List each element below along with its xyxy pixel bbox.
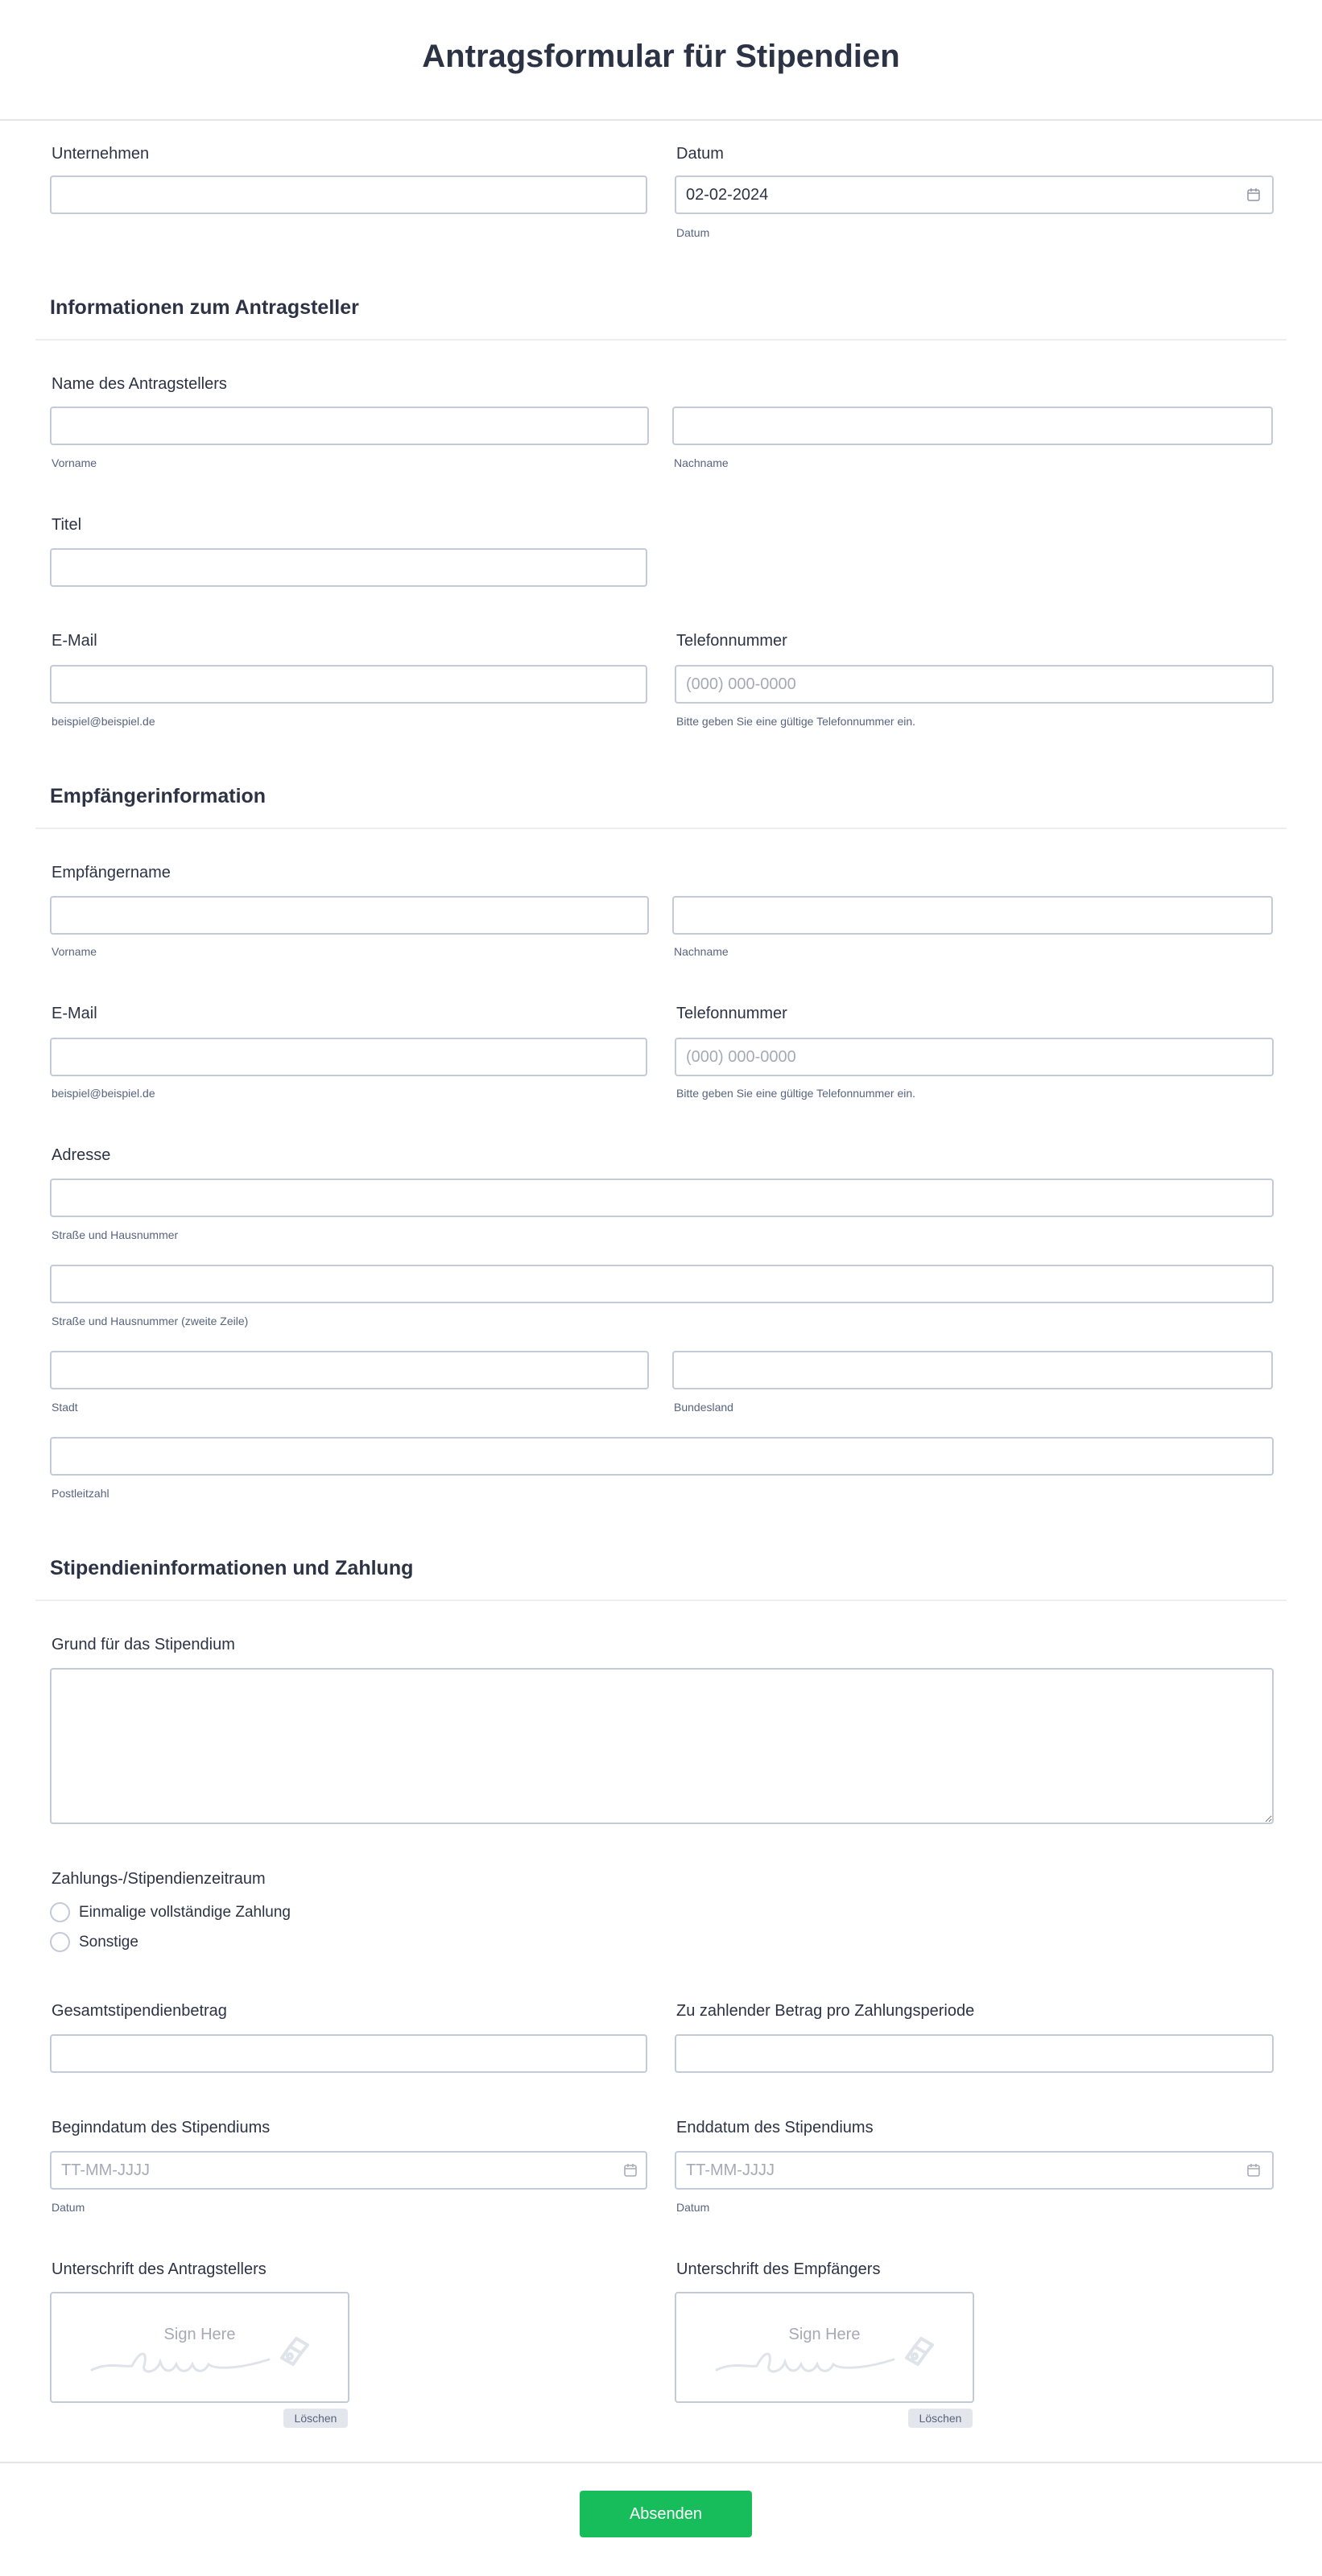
- end-date-label: Enddatum des Stipendiums: [676, 2119, 874, 2136]
- applicant-email-input[interactable]: [50, 665, 647, 704]
- recipient-email-label: E-Mail: [52, 1005, 97, 1022]
- reason-textarea[interactable]: [50, 1668, 1274, 1824]
- clear-recipient-signature-button[interactable]: Löschen: [908, 2409, 973, 2428]
- applicant-first-sublabel: Vorname: [52, 456, 97, 469]
- zip-input[interactable]: [50, 1437, 1274, 1476]
- recipient-last-name-input[interactable]: [672, 896, 1273, 935]
- radio-one-time-payment[interactable]: [50, 1902, 70, 1922]
- recipient-signature-pad[interactable]: [675, 2292, 974, 2403]
- applicant-phone-label: Telefonnummer: [676, 632, 787, 650]
- date-label: Datum: [676, 145, 724, 163]
- applicant-phone-input[interactable]: [675, 665, 1274, 704]
- form-header: [0, 0, 1322, 121]
- recipient-section-title: Empfängerinformation: [50, 785, 266, 807]
- total-amount-label: Gesamtstipendienbetrag: [52, 2002, 227, 2020]
- city-input[interactable]: [50, 1351, 649, 1389]
- recipient-first-sublabel: Vorname: [52, 945, 97, 958]
- street2-input[interactable]: [50, 1265, 1274, 1303]
- applicant-signature-label: Unterschrift des Antragstellers: [52, 2260, 266, 2278]
- date-input[interactable]: [675, 175, 1274, 214]
- zip-sublabel: Postleitzahl: [52, 1487, 109, 1500]
- applicant-email-sublabel: beispiel@beispiel.de: [52, 715, 155, 728]
- recipient-name-label: Empfängername: [52, 864, 171, 881]
- radio-one-time-payment-label[interactable]: Einmalige vollständige Zahlung: [79, 1904, 291, 1921]
- end-date-sublabel: Datum: [676, 2201, 710, 2214]
- applicant-phone-sublabel: Bitte geben Sie eine gültige Telefonnummer ein.: [676, 715, 916, 728]
- applicant-email-label: E-Mail: [52, 632, 97, 650]
- total-amount-input[interactable]: [50, 2034, 647, 2073]
- start-date-input[interactable]: [50, 2151, 647, 2190]
- scholarship-section-title: Stipendieninformationen und Zahlung: [50, 1557, 414, 1579]
- recipient-phone-label: Telefonnummer: [676, 1005, 787, 1022]
- calendar-icon[interactable]: [1246, 2163, 1261, 2178]
- signature-scribble-icon: [709, 2326, 950, 2382]
- applicant-title-label: Titel: [52, 516, 82, 534]
- applicant-title-input[interactable]: [50, 548, 647, 587]
- recipient-email-input[interactable]: [50, 1038, 647, 1076]
- period-label: Zahlungs-/Stipendienzeitraum: [52, 1870, 266, 1888]
- sign-here-text: Sign Here: [163, 2326, 236, 2343]
- company-label: Unternehmen: [52, 145, 150, 163]
- applicant-first-name-input[interactable]: [50, 407, 649, 445]
- clear-applicant-signature-button[interactable]: Löschen: [283, 2409, 348, 2428]
- submit-button[interactable]: Absenden: [580, 2491, 752, 2537]
- section-divider: [35, 1600, 1287, 1601]
- applicant-name-label: Name des Antragstellers: [52, 375, 227, 393]
- address-label: Adresse: [52, 1146, 111, 1164]
- calendar-icon[interactable]: [623, 2163, 638, 2178]
- city-sublabel: Stadt: [52, 1401, 78, 1414]
- recipient-phone-sublabel: Bitte geben Sie eine gültige Telefonnummer ein.: [676, 1087, 916, 1100]
- recipient-phone-input[interactable]: [675, 1038, 1274, 1076]
- recipient-last-sublabel: Nachname: [674, 945, 729, 958]
- section-divider: [35, 828, 1287, 829]
- applicant-last-sublabel: Nachname: [674, 456, 729, 469]
- sign-here-text: Sign Here: [788, 2326, 861, 2343]
- recipient-first-name-input[interactable]: [50, 896, 649, 935]
- applicant-signature-pad[interactable]: [50, 2292, 349, 2403]
- recipient-email-sublabel: beispiel@beispiel.de: [52, 1087, 155, 1100]
- street2-sublabel: Straße und Hausnummer (zweite Zeile): [52, 1315, 249, 1327]
- company-input[interactable]: [50, 175, 647, 214]
- applicant-section-title: Informationen zum Antragsteller: [50, 296, 359, 319]
- start-date-sublabel: Datum: [52, 2201, 85, 2214]
- per-period-amount-input[interactable]: [675, 2034, 1274, 2073]
- signature-scribble-icon: [84, 2326, 325, 2382]
- state-sublabel: Bundesland: [674, 1401, 733, 1414]
- reason-label: Grund für das Stipendium: [52, 1636, 235, 1653]
- street-input[interactable]: [50, 1179, 1274, 1217]
- applicant-last-name-input[interactable]: [672, 407, 1273, 445]
- end-date-input[interactable]: [675, 2151, 1274, 2190]
- recipient-signature-label: Unterschrift des Empfängers: [676, 2260, 881, 2278]
- state-input[interactable]: [672, 1351, 1273, 1389]
- footer-divider: [0, 2462, 1322, 2463]
- calendar-icon[interactable]: [1246, 188, 1261, 202]
- start-date-label: Beginndatum des Stipendiums: [52, 2119, 271, 2136]
- section-divider: [35, 339, 1287, 341]
- form-title: Antragsformular für Stipendien: [422, 39, 900, 74]
- street-sublabel: Straße und Hausnummer: [52, 1228, 179, 1241]
- radio-other-label[interactable]: Sonstige: [79, 1934, 138, 1951]
- radio-other[interactable]: [50, 1932, 70, 1952]
- per-period-amount-label: Zu zahlender Betrag pro Zahlungsperiode: [676, 2002, 975, 2020]
- date-sublabel: Datum: [676, 226, 710, 239]
